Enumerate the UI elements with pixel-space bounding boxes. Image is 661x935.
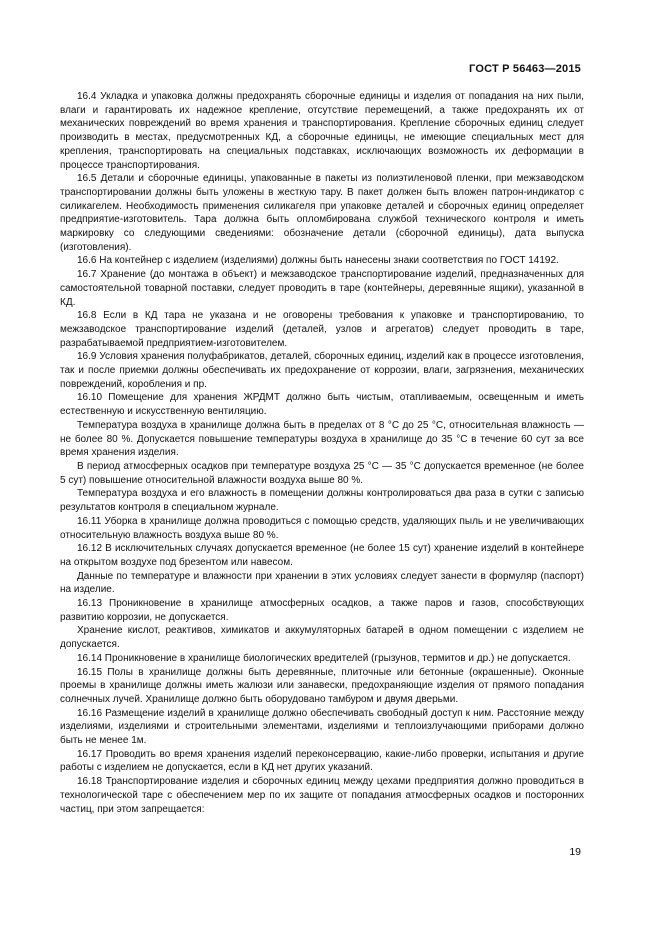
paragraph-16-13: 16.13 Проникновение в хранилище атмосферных осадков, а также паров и газов, способствующих развитию коррозии, не допускается.: [60, 598, 584, 623]
paragraph-16-12: 16.12 В исключительных случаях допускается временное (не более 15 сут) хранение изделий в контейнере на открытом воздухе под брезентом или навесом.: [60, 543, 584, 568]
paragraph-temperature: Температура воздуха в хранилище должна быть в пределах от 8 °С до 25 °С, относительная влажность — не более 80 %. Допускается повышение температуры воздуха в хранилище до 35 °С в течение 60 сут за все время хранения изделия.: [60, 419, 584, 459]
page-number: 19: [569, 846, 581, 858]
paragraph-16-15: 16.15 Полы в хранилище должны быть деревянные, плиточные или бетонные (окрашенные). Оконные проемы в хранилище должны иметь жалюзи или занавески, предохраняющие изделия от прямого попадания солнечных лучей. Хранилище должно быть оборудовано тамбуром и двумя дверьми.: [60, 666, 584, 705]
paragraph-16-8: 16.8 Если в КД тара не указана и не оговорены требования к упаковке и транспортированию, то межзаводское транспортирование изделий (деталей, узлов и агрегатов) следует проводить в таре, разрабатываемой предприятием-изготовителем.: [60, 310, 584, 349]
paragraph-16-4: 16.4 Укладка и упаковка должны предохранять сборочные единицы и изделия от попадания на них пыли, влаги и гарантировать их надежное крепление, отсутствие перемещений, а также предохранять их от механических повреждений во время хранения и транспортирования. Крепление сборочных единиц следует производить в местах, предусмотренных КД, а сборочные единицы, не имеющие специальных мест для крепления, транспортировать на специальных подставках, исключающих возможность их деформации в процессе транспортирования.: [60, 91, 584, 171]
paragraph-16-11: 16.11 Уборка в хранилище должна проводиться с помощью средств, удаляющих пыль и не увеличивающих относительную влажность воздуха выше 80 %.: [60, 515, 584, 541]
paragraph-16-6: 16.6 На контейнер с изделием (изделиями) должны быть нанесены знаки соответствия по ГОСТ 14192.: [77, 255, 559, 267]
paragraph-16-16: 16.16 Размещение изделий в хранилище должно обеспечивать свободный доступ к ним. Расстояние между изделиями, изделиями и строительными элементами, изделиями и теплоизлучающими приборами должно быть не менее 1м.: [60, 707, 584, 747]
paragraph-16-10: 16.10 Помещение для хранения ЖРДМТ должно быть чистым, отапливаемым, освещенным и иметь естественную и искусственную вентиляцию.: [60, 392, 584, 418]
paragraph-16-14: 16.14 Проникновение в хранилище биологических вредителей (грызунов, термитов и др.) не допускается.: [77, 652, 571, 664]
paragraph-16-7: 16.7 Хранение (до монтажа в объект) и межзаводское транспортирование изделий, предназначенных для самостоятельной товарной поставки, следует проводить в таре (контейнеры, деревянные ящики), указанной в КД.: [60, 269, 584, 308]
document-body: [60, 90, 584, 816]
paragraph-16-18: 16.18 Транспортирование изделия и сборочных единиц между цехами предприятия должно проводиться в технологической таре с обеспечением мер по их защите от попадания атмосферных осадков и посторонних частиц, при этом запрещается:: [60, 776, 584, 815]
paragraph-precipitation: В период атмосферных осадков при температуре воздуха 25 °С — 35 °С допускается временное (не более 5 сут) повышение относительной влажности воздуха выше 80 %.: [60, 460, 584, 486]
paragraph-16-9: 16.9 Условия хранения полуфабрикатов, деталей, сборочных единиц, изделий как в процессе изготовления, так и после приемки должны обеспечивать их предохранение от коррозии, влаги, загрязнения, механических повреждений, коробления и пр.: [60, 351, 584, 390]
standard-code-header: ГОСТ Р 56463—2015: [469, 63, 581, 75]
paragraph-monitoring: Температура воздуха и его влажность в помещении должны контролироваться два раза в сутки с записью результатов контроля в специальном журнале.: [60, 488, 584, 514]
paragraph-acids: Хранение кислот, реактивов, химикатов и аккумуляторных батарей в одном помещении с изделием не допускается.: [60, 625, 584, 651]
paragraph-16-17: 16.17 Проводить во время хранения изделий переконсервацию, какие-либо проверки, испытания и другие работы с изделием не допускается, если в КД нет других указаний.: [60, 748, 584, 774]
paragraph-logbook: Данные по температуре и влажности при хранении в этих условиях следует занести в формуляр (паспорт) на изделие.: [60, 570, 584, 596]
paragraph-16-5: 16.5 Детали и сборочные единицы, упакованные в пакеты из полиэтиленовой пленки, при межзаводском транспортировании должны быть уложены в жесткую тару. В пакет должен быть вложен патрон-индикатор с силикагелем. Необходимость применения силикагеля при упаковке деталей и сборочных единиц определяет предприятие-изготовитель. Тара должна быть опломбирована службой технического контроля и иметь маркировку со следующими сведениями: обозначение детали (сборочной единицы), дата выпуска (изготовления).: [60, 173, 584, 253]
